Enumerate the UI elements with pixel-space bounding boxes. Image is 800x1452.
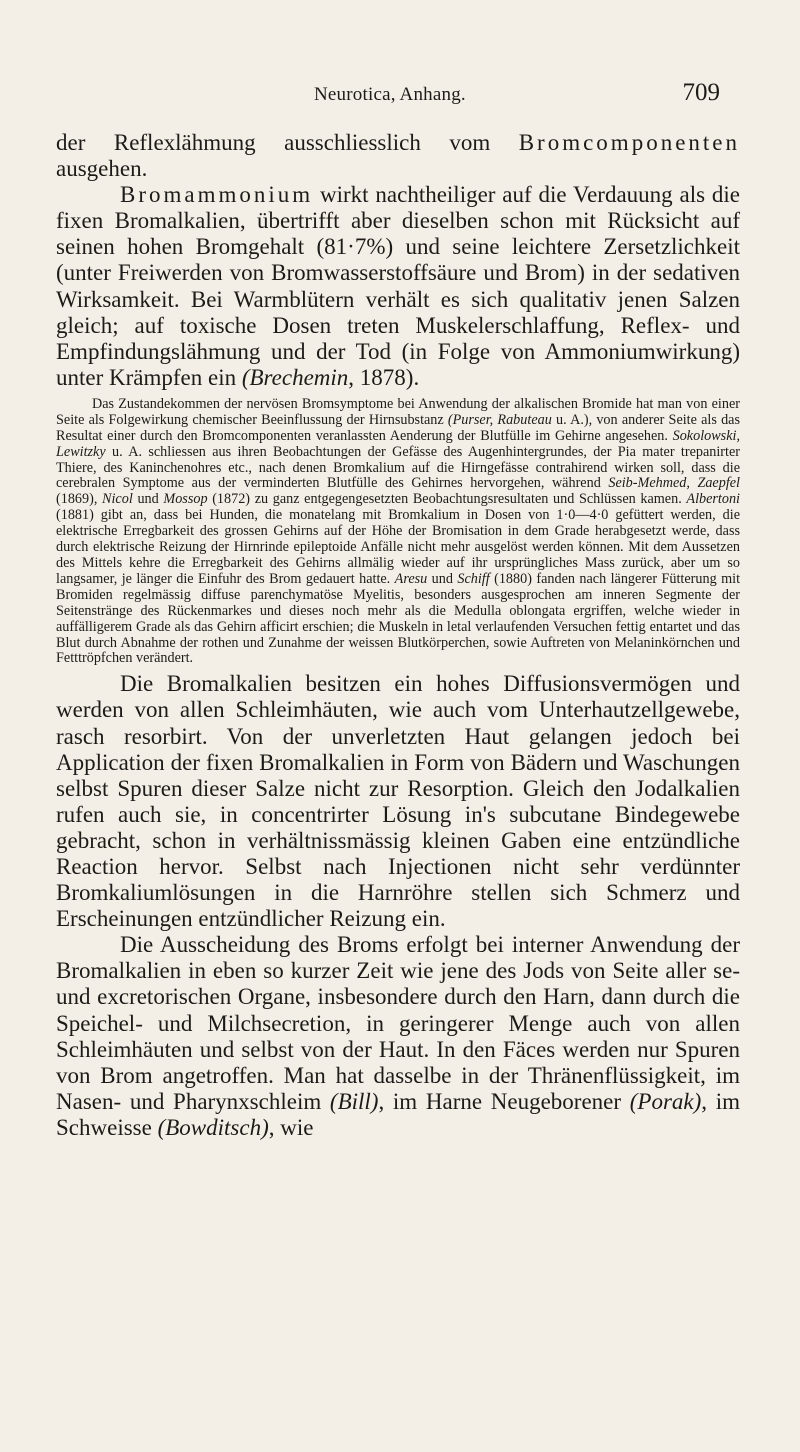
- author-citation: (Porak): [629, 1088, 702, 1114]
- text-run: , im Harne Neugeborener: [378, 1088, 630, 1114]
- running-title: Neurotica, Anhang.: [314, 84, 466, 105]
- author-citation: Aresu: [394, 570, 428, 587]
- paragraph-continuation: [56, 130, 740, 182]
- text-run: (1881) gibt an, dass bei Hunden, die monatelang mit Bromkalium in Dosen von 1·0—4·0 gefüttert werden, die elektrische Erregbarkeit des grossen Gehirns auf der Höhe der Bromisation in dem Grade herabgesetzt werde, dass durch elektrische Reizung der Hirnrinde epileptoide Anfälle nicht mehr ausgelöst werden können. Mit dem Aussetzen des Mittels kehre die Erregbarkeit des Gehirns allmälig wieder auf ihr ursprüngliches Mass zurück, aber um so langsamer, je länger die Einfuhr des Brom gedauert hatte.: [56, 507, 740, 587]
- text-run: , 1878).: [348, 364, 420, 390]
- text-run: ausgehen.: [56, 156, 148, 182]
- text-run: Die Ausscheidung des Broms erfolgt bei interner Anwendung der Bromalkalien in eben so kurzer Zeit wie jene des Jods von Seite aller se- und excretorischen Organe, insbesondere durch den Harn, dann durch die Speichel- und Milchsecretion, in geringerer Menge auch von allen Schleimhäuten und selbst von der Haut. In den Fäces werden nur Spuren von Brom angetroffen. Man hat dasselbe in der Thränenflüssigkeit, im Nasen- und Pharynxschleim: [56, 932, 740, 1114]
- text-run: Die Bromalkalien besitzen ein hohes Diffusionsvermögen und werden von allen Schleimhäuten, wie auch vom Unterhautzellgewebe, rasch resorbirt. Von der unverletzten Haut gelangen jedoch bei Application der fixen Bromalkalien in Form von Bädern und Waschungen selbst Spuren dieser Salze nicht zur Resorption. Gleich den Jodalkalien rufen auch sie, in concentrirter Lösung in's subcutane Bindegewebe gebracht, schon in verhältnissmässig kleinen Gaben eine entzündliche Reaction hervor. Selbst nach Injectionen nicht sehr verdünnter Bromkaliumlösungen in die Harnröhre stellen sich Schmerz und Erscheinungen entzündlicher Reizung ein.: [56, 671, 740, 932]
- author-citation: Mossop: [163, 491, 208, 508]
- emphasized-term: Bromcomponenten: [518, 130, 740, 155]
- text-run: , im Schweisse: [56, 1088, 740, 1140]
- author-citation: Nicol: [102, 491, 133, 508]
- author-citation: (Brechemin: [241, 364, 349, 390]
- text-run: u. A.), von anderer Seite als das Resultat einer durch den Bromcomponenten veranlassten Aenderung der Blutfülle im Gehirne angesehen.: [56, 411, 740, 444]
- text-run: u. A. schliessen aus ihren Beobachtungen der Gefässe des Augenhintergrundes, der Pia mater trepanirter Thiere, des Kaninchenohres etc., nach denen Bromkalium auf die Hirngefässe contrahirend wirken soll, dass die cerebralen Symptome aus der verminderten Blutfülle des Gehirnes hervorgehen, während: [56, 443, 740, 492]
- paragraph-bromammonium: [56, 182, 740, 391]
- text-run: wirkt nachtheiliger auf die Verdauung als die fixen Bromalkalien, übertrifft aber dieselben schon mit Rücksicht auf seinen hohen Bromgehalt (81·7%) und seine leichtere Zersetzlichkeit (unter Freiwerden von Bromwasserstoffsäure und Brom) in der sedativen Wirksamkeit. Bei Warmblütern verhält es sich qualitativ jenen Salzen gleich; auf toxische Dosen treten Muskelerschlaffung, Reflex- und Empfindungslähmung und der Tod (in Folge von Ammoniumwirkung) unter Krämpfen ein: [56, 182, 740, 390]
- paragraph-diffusion: [56, 671, 740, 932]
- text-run: (1880) fanden nach längerer Fütterung mit Bromiden regelmässig diffuse parenchymatöse Myelitis, besonders ausgesprochen am inneren Segmente der Seitenstränge des Rückenmarkes und dieses noch mehr als die Medulla oblongata ergriffen, welche wieder in auffälligerem Grade als das Gehirn afficirt erschien; die Muskeln in letal verlaufenden Versuchen fettig entartet und das Blut durch Abnahme der rothen und Zunahme der weissen Blutkörperchen, sowie Auftreten von Melaninkörnchen und Fetttröpfchen verändert.: [56, 570, 741, 667]
- text-run: (1872) zu ganz entgegengesetzten Beobachtungsresultaten und Schlüssen kamen.: [207, 491, 687, 508]
- author-citation: Sokolowski, Lewitzky: [56, 427, 740, 460]
- author-citation: Schiff: [457, 570, 490, 587]
- text-run: und: [427, 570, 458, 587]
- author-citation: Seib-Mehmed, Zaepfel: [608, 475, 740, 492]
- author-citation: (Bill): [329, 1088, 379, 1114]
- emphasized-term: Bromammonium: [120, 182, 314, 208]
- page-number: 709: [682, 79, 720, 106]
- paragraph-excretion: [56, 932, 740, 1141]
- text-run: und: [132, 491, 164, 508]
- text-run: , wie: [268, 1114, 314, 1140]
- text-run: der Reflexlähmung ausschliesslich vom: [56, 130, 519, 155]
- paragraph-small-print: [56, 397, 740, 667]
- author-citation: (Bowditsch): [157, 1114, 269, 1140]
- text-run: Das Zustandekommen der nervösen Bromsymptome bei Anwendung der alkalischen Bromide hat man von einer Seite als Folgewirkung chemischer Beeinflussung der Hirnsubstanz: [56, 395, 740, 428]
- body-text: [56, 130, 740, 1141]
- author-citation: Albertoni: [686, 491, 740, 508]
- author-citation: (Purser, Rabuteau: [447, 411, 552, 428]
- text-run: (1869),: [56, 491, 103, 508]
